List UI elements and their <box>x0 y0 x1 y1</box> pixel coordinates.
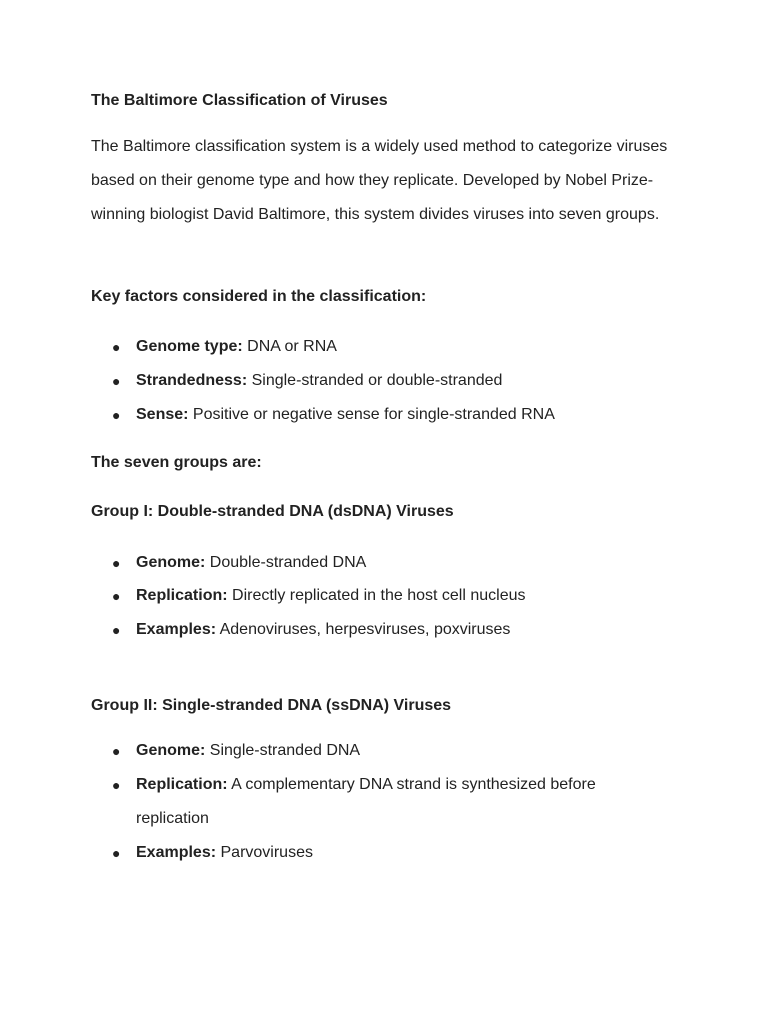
bullet-icon: ● <box>112 845 121 861</box>
group-heading: Group II: Single-stranded DNA (ssDNA) Viruses <box>91 697 452 714</box>
item-text: Single-stranded DNA <box>209 742 361 759</box>
item-text: A complementary DNA strand is synthesized before replication <box>136 776 596 827</box>
item-label: Examples: <box>136 844 217 861</box>
document-title: The Baltimore Classification of Viruses <box>91 92 388 109</box>
bullet-icon: ● <box>112 407 121 423</box>
item-text: DNA or RNA <box>247 338 337 355</box>
bullet-icon: ● <box>112 622 121 638</box>
item-label: Sense: <box>136 406 189 423</box>
group-heading: Group I: Double-stranded DNA (dsDNA) Viruses <box>91 503 454 520</box>
item-text: Single-stranded or double-stranded <box>251 372 503 389</box>
groups-intro-heading: The seven groups are: <box>91 454 262 471</box>
item-label: Genome: <box>136 742 206 759</box>
bullet-icon: ● <box>112 555 121 571</box>
key-factors-heading: Key factors considered in the classification: <box>91 288 427 305</box>
item-text: Parvoviruses <box>220 844 313 861</box>
item-text: Adenoviruses, herpesviruses, poxviruses <box>219 621 511 638</box>
bullet-icon: ● <box>112 339 121 355</box>
item-label: Replication: <box>136 776 228 793</box>
bullet-icon: ● <box>112 588 121 604</box>
intro-paragraph: The Baltimore classification system is a widely used method to categorize viruses based on their genome type and how they replicate. Developed by Nobel Prize-winning biologist David Baltimore, this system divides viruses into seven groups. <box>91 138 668 223</box>
item-text: Directly replicated in the host cell nucleus <box>232 587 526 604</box>
item-label: Examples: <box>136 621 217 638</box>
bullet-icon: ● <box>112 743 121 759</box>
item-text: Double-stranded DNA <box>209 554 367 571</box>
bullet-icon: ● <box>112 373 121 389</box>
item-label: Genome: <box>136 554 206 571</box>
item-text: Positive or negative sense for single-stranded RNA <box>192 406 555 423</box>
item-label: Genome type: <box>136 338 243 355</box>
item-label: Strandedness: <box>136 372 248 389</box>
bullet-icon: ● <box>112 777 121 793</box>
item-label: Replication: <box>136 587 228 604</box>
